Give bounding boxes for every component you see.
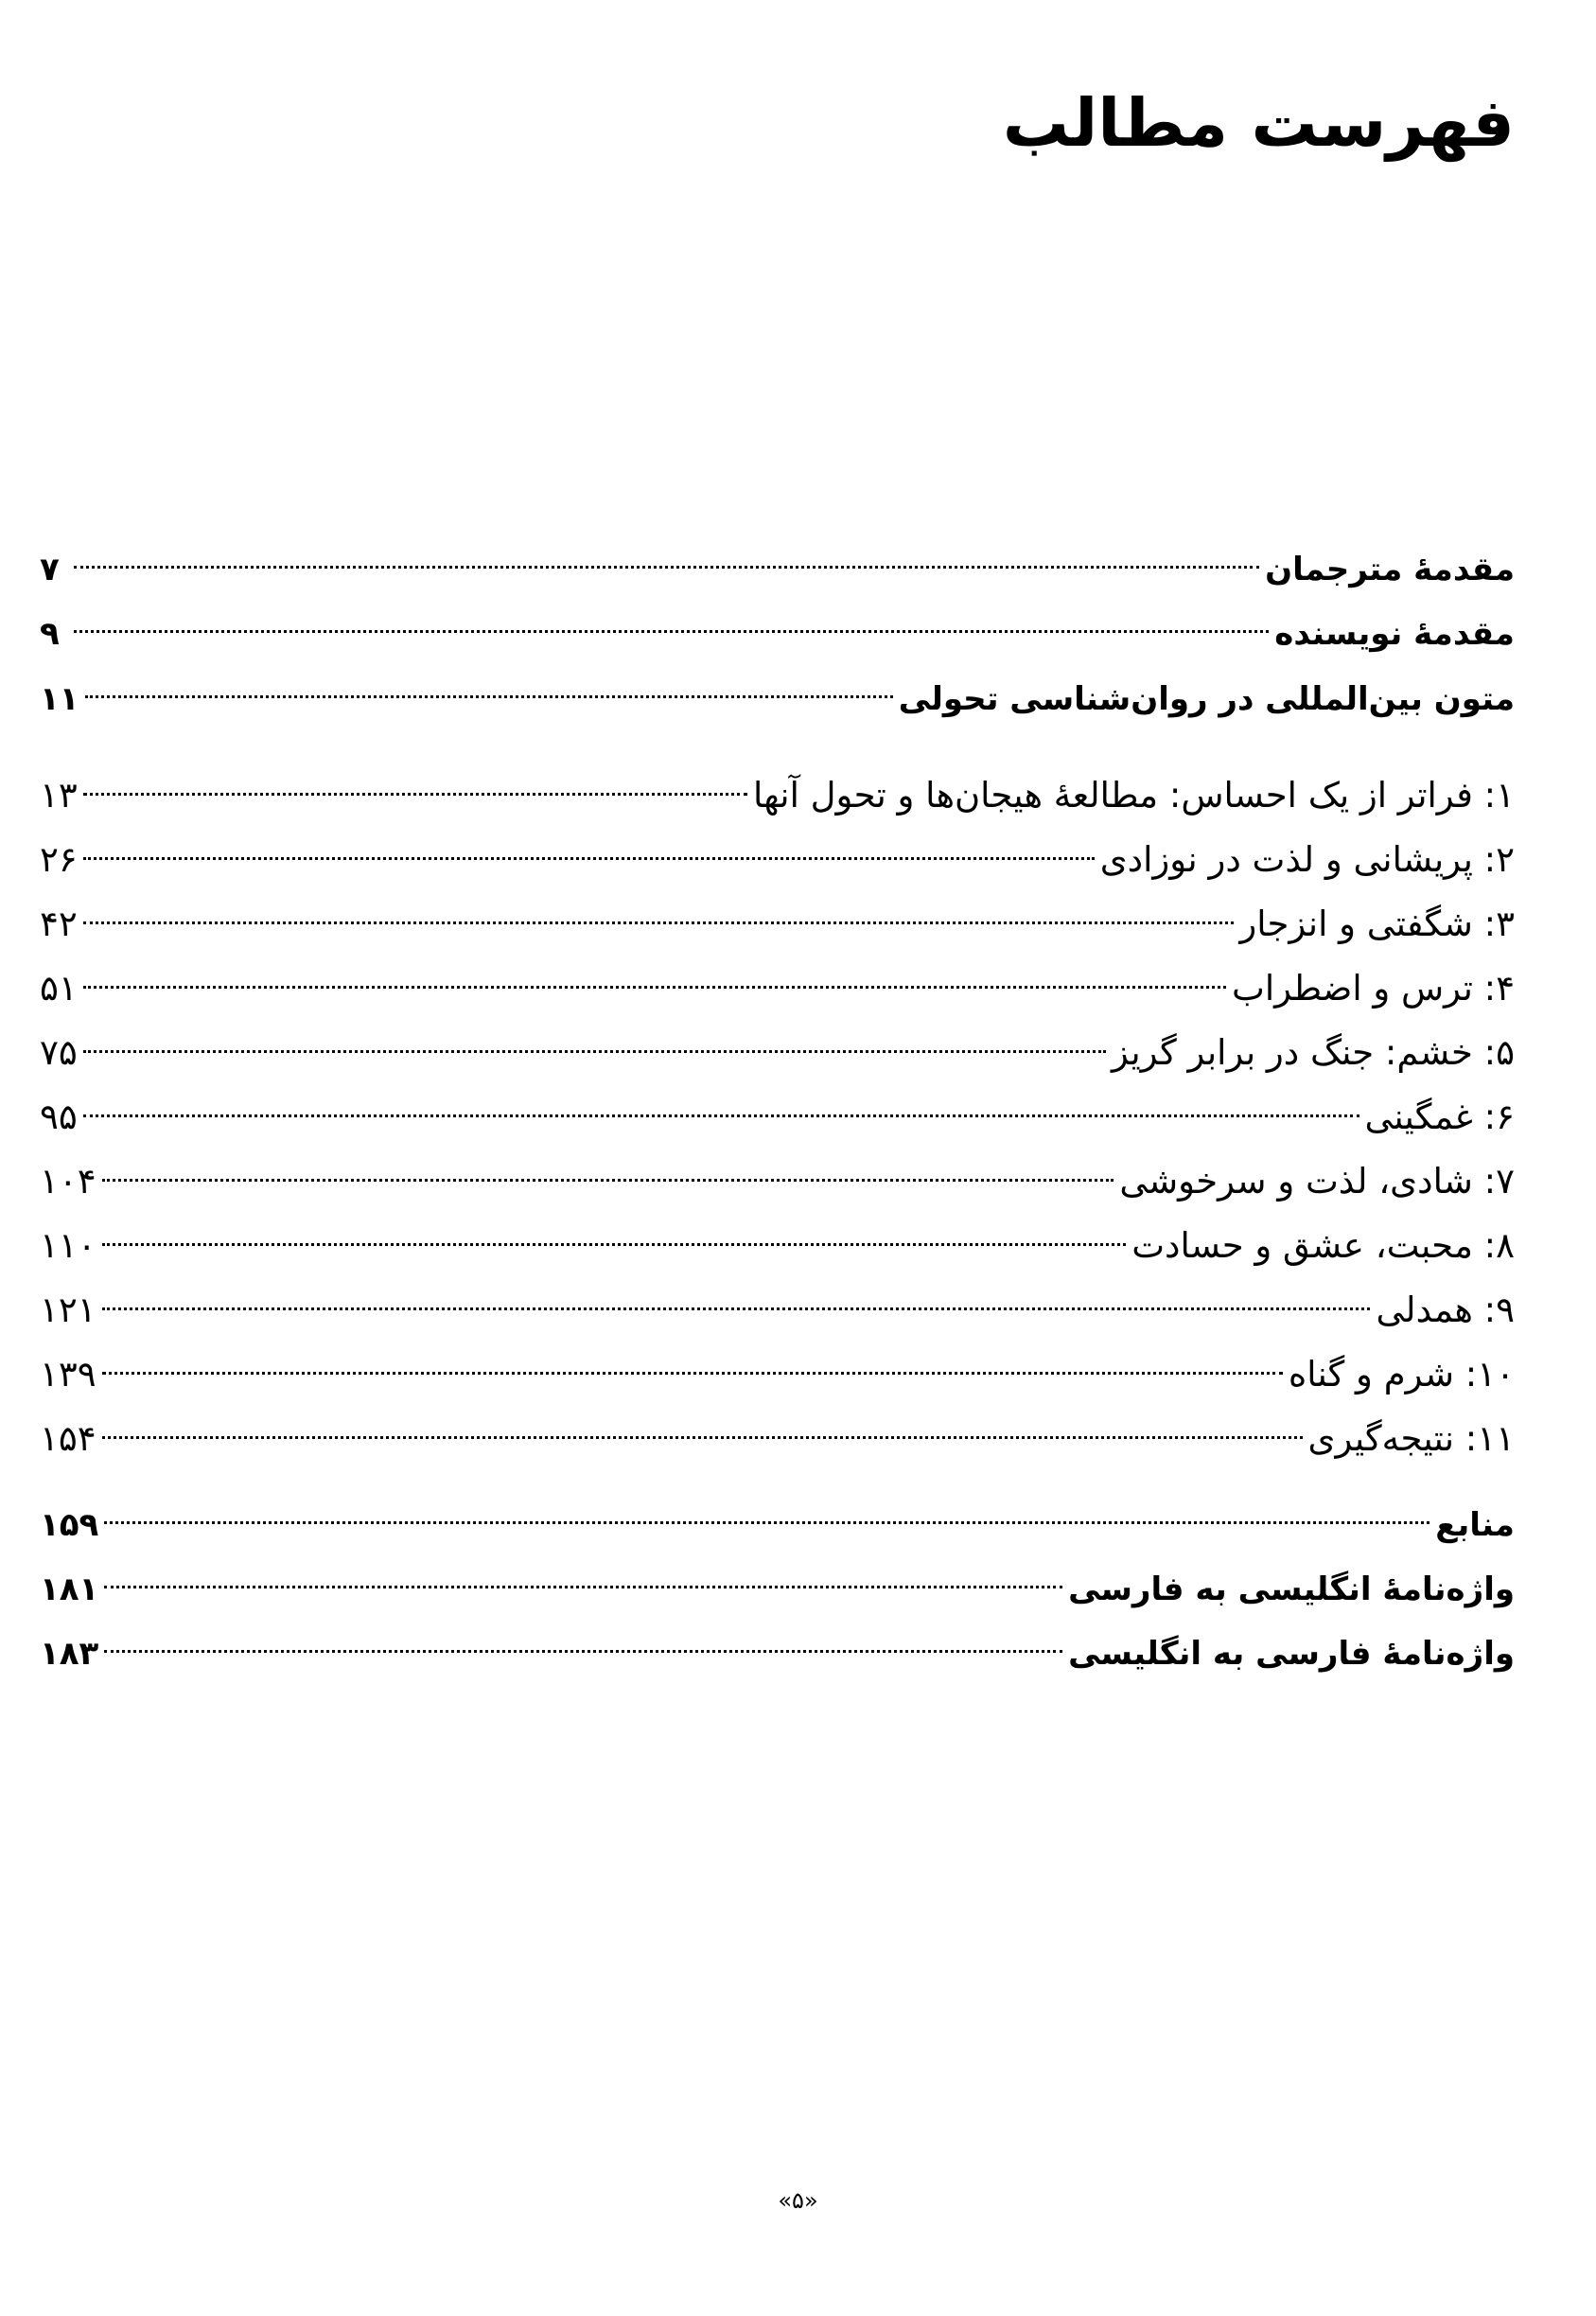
dot-leader [83, 1114, 1359, 1117]
toc-entry-page: ۱۰۴ [40, 1161, 96, 1202]
toc-entry-page: ۱۱ [40, 680, 79, 718]
toc-entry-label: مقدمهٔ مترجمان [1265, 551, 1515, 588]
dot-leader [83, 1050, 1106, 1053]
dot-leader [104, 1521, 1429, 1524]
toc-entry-label: ۱۰: شرم و گناه [1288, 1354, 1515, 1395]
dot-leader [102, 1436, 1303, 1439]
toc-entry-label: ۷: شادی، لذت و سرخوشی [1119, 1161, 1515, 1202]
toc-entry-label: ۶: غمگینی [1364, 1097, 1515, 1137]
dot-leader [85, 695, 893, 698]
dot-leader [104, 1650, 1062, 1653]
dot-leader [74, 566, 1259, 569]
toc-entry-page: ۱۱۰ [40, 1225, 96, 1266]
page-number: «۵» [778, 2187, 818, 2214]
toc-entry-page: ۱۳۹ [40, 1354, 96, 1395]
toc-entry-label: واژه‌نامهٔ انگلیسی به فارسی [1068, 1570, 1515, 1608]
toc-entry-label: ۹: همدلی [1376, 1290, 1515, 1330]
toc-entry-chapter-10[interactable] [40, 1349, 1515, 1400]
toc-entry-page: ۴۲ [40, 904, 78, 944]
toc-entry-chapter-8[interactable] [40, 1220, 1515, 1272]
toc-entry-page: ۱۵۹ [40, 1506, 99, 1544]
dot-leader [83, 921, 1235, 924]
dot-leader [102, 1243, 1127, 1246]
toc-entry-author-preface[interactable] [40, 608, 1515, 659]
toc-entry-page: ۷ [40, 551, 60, 588]
dot-leader [83, 857, 1095, 860]
toc-entry-page: ۹ [40, 615, 60, 653]
dot-leader [102, 1179, 1114, 1182]
toc-entry-label: ۸: محبت، عشق و حسادت [1131, 1225, 1515, 1266]
toc-entry-page: ۱۸۳ [40, 1635, 99, 1673]
dot-leader [104, 1586, 1062, 1588]
dot-leader [102, 1307, 1371, 1310]
toc-entry-glossary-fa-en[interactable] [40, 1628, 1515, 1679]
toc-entry-page: ۱۸۱ [40, 1570, 99, 1608]
toc-entry-label: ۴: ترس و اضطراب [1232, 968, 1515, 1009]
dot-leader [102, 1372, 1283, 1375]
toc-entry-chapter-5[interactable] [40, 1027, 1515, 1079]
toc-entry-label: ۲: پریشانی و لذت در نوزادی [1099, 839, 1515, 880]
toc-entry-page: ۵۱ [40, 968, 78, 1009]
toc-entry-label: مقدمهٔ نویسنده [1274, 615, 1515, 653]
toc-entry-page: ۲۶ [40, 839, 78, 880]
toc-entry-label: واژه‌نامهٔ فارسی به انگلیسی [1068, 1635, 1515, 1673]
toc-entry-page: ۷۵ [40, 1032, 78, 1073]
toc-entry-chapter-7[interactable] [40, 1156, 1515, 1207]
toc-entry-page: ۱۳ [40, 775, 78, 816]
toc-entry-label: متون بین‌المللی در روان‌شناسی تحولی [898, 680, 1515, 718]
toc-entry-label: ۱۱: نتیجه‌گیری [1307, 1418, 1515, 1459]
toc-entry-references[interactable] [40, 1500, 1515, 1551]
toc-entry-series[interactable] [40, 674, 1515, 725]
toc-entry-chapter-1[interactable] [40, 770, 1515, 821]
toc-entry-chapter-9[interactable] [40, 1285, 1515, 1336]
toc-entry-label: ۵: خشم: جنگ در برابر گریز [1111, 1032, 1515, 1073]
toc-entry-chapter-4[interactable] [40, 963, 1515, 1014]
toc-entry-chapter-3[interactable] [40, 899, 1515, 950]
toc-entry-page: ۱۲۱ [40, 1290, 96, 1330]
toc-entry-chapter-11[interactable] [40, 1413, 1515, 1465]
toc-entry-translators-preface[interactable] [40, 544, 1515, 595]
dot-leader [83, 793, 747, 796]
toc-entry-label: منابع [1435, 1506, 1515, 1544]
toc-entry-page: ۱۵۴ [40, 1418, 96, 1459]
toc-entry-glossary-en-fa[interactable] [40, 1564, 1515, 1615]
toc-entry-page: ۹۵ [40, 1097, 78, 1137]
toc-entry-label: ۱: فراتر از یک احساس: مطالعهٔ هیجان‌ها و تحول آنها [752, 775, 1515, 816]
dot-leader [74, 630, 1269, 633]
toc-entry-chapter-2[interactable] [40, 834, 1515, 886]
toc-entry-chapter-6[interactable] [40, 1092, 1515, 1143]
page-title: فهرست مطالب [1002, 84, 1515, 162]
toc-entry-label: ۳: شگفتی و انزجار [1239, 904, 1515, 944]
dot-leader [83, 986, 1226, 989]
